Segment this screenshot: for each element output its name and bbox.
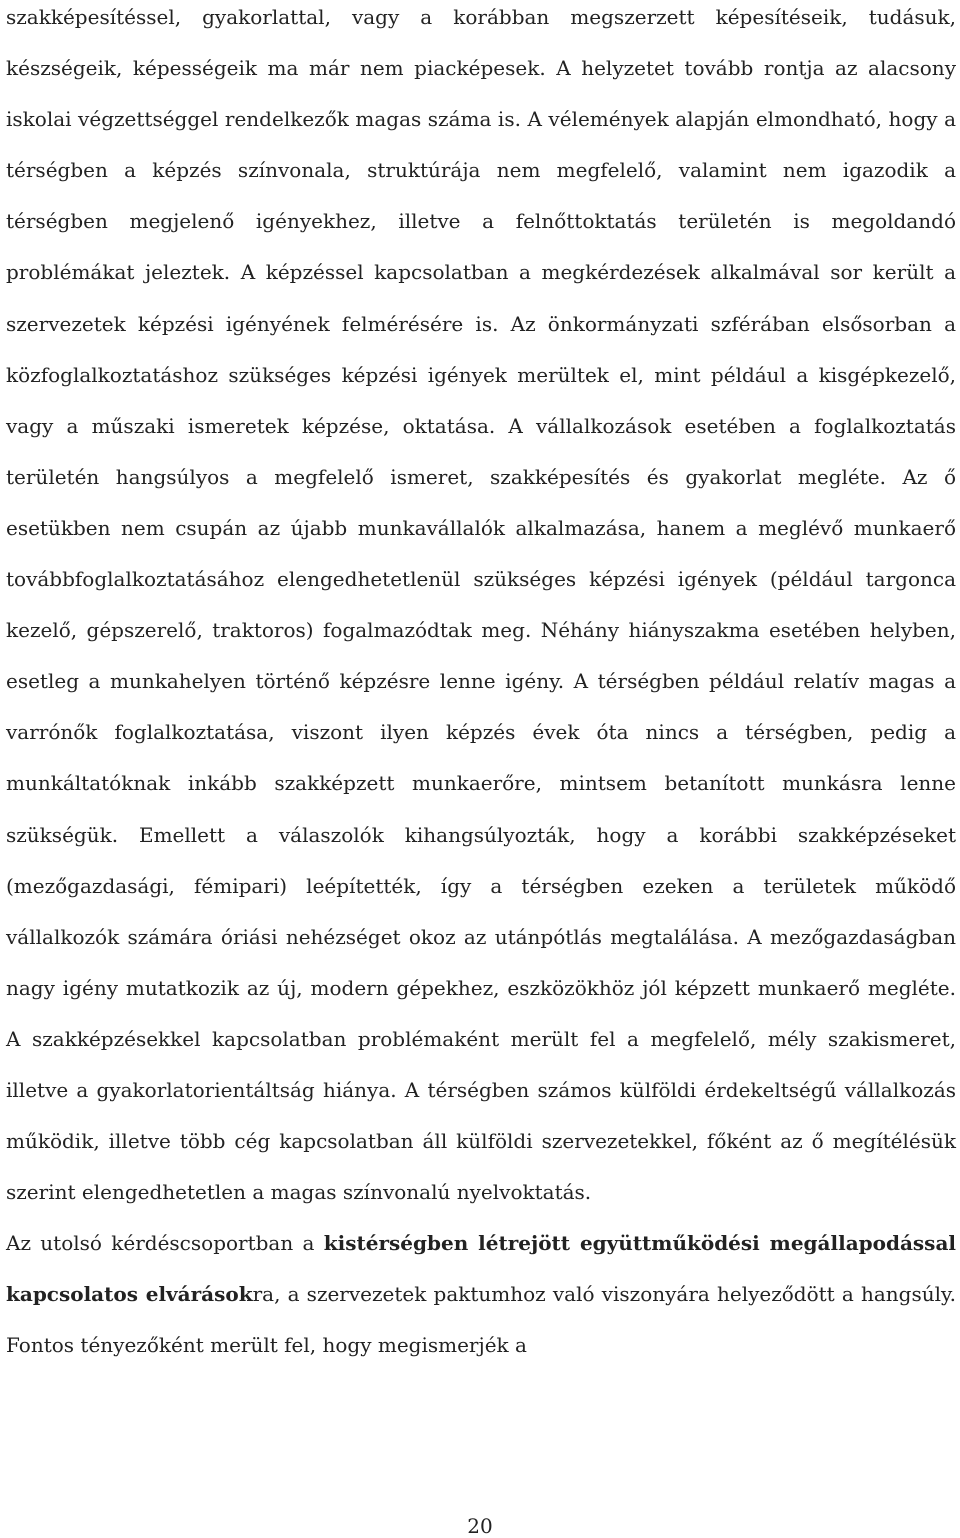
paragraph-intro-text: Az utolsó kérdéscsoportban a: [6, 1231, 324, 1256]
paragraph-continuation-text: ra, a szervezetek paktumhoz való viszonyára helyeződött a hangsúly. Fontos tényezőként merült fel, hogy megismerjék a: [6, 1282, 956, 1358]
emphasized-phrase: kistérségben létrejött együttműködési megállapodással kapcsolatos elvárások: [6, 1231, 957, 1307]
document-page: [6, 0, 956, 1372]
body-paragraph-pact: [6, 1218, 956, 1371]
body-paragraph: szakképesítéssel, gyakorlattal, vagy a korábban megszerzett képesítéseik, tudásuk, készségeik, képességeik ma már nem piacképesek. A helyzetet tovább rontja az alacsony iskolai végzettséggel rendelkezők magas száma is. A vélemények alapján elmondható, hogy a térségben a képzés színvonala, struktúrája nem megfelelő, valamint nem igazodik a térségben megjelenő igényekhez, illetve a felnőttoktatás területén is megoldandó problémákat jeleztek. A képzéssel kapcsolatban a megkérdezések alkalmával sor került a szervezetek képzési igényének felmérésére is. Az önkormányzati szférában elsősorban a közfoglalkoztatáshoz szükséges képzési igények merültek el, mint például a kisgépkezelő, vagy a műszaki ismeretek képzése, oktatása. A vállalkozások esetében a foglalkoztatás területén hangsúlyos a megfelelő ismeret, szakképesítés és gyakorlat megléte. Az ő esetükben nem csupán az újabb munkavállalók alkalmazása, hanem a meglévő munkaerő továbbfoglalkoztatásához elengedhetetlenül szükséges képzési igények (például targonca kezelő, gépszerelő, traktoros) fogalmazódtak meg. Néhány hiányszakma esetében helyben, esetleg a munkahelyen történő képzésre lenne igény. A térségben például relatív magas a varrónők foglalkoztatása, viszont ilyen képzés évek óta nincs a térségben, pedig a munkáltatóknak inkább szakképzett munkaerőre, mintsem betanított munkásra lenne szükségük. Emellett a válaszolók kihangsúlyozták, hogy a korábbi szakképzéseket (mezőgazdasági, fémipari) leépítették, így a térségben ezeken a területek működő vállalkozók számára óriási nehézséget okoz az utánpótlás megtalálása. A mezőgazdaságban nagy igény mutatkozik az új, modern gépekhez, eszközökhöz jól képzett munkaerő megléte. A szakképzésekkel kapcsolatban problémaként merült fel a megfelelő, mély szakismeret, illetve a gyakorlatorientáltság hiánya. A térségben számos külföldi érdekeltségű vállalkozás működik, illetve több cég kapcsolatban áll külföldi szervezetekkel, főként az ő megítélésük szerint elengedhetetlen a magas színvonalú nyelvoktatás.: [6, 5, 956, 1205]
page-number: 20: [467, 1514, 493, 1538]
